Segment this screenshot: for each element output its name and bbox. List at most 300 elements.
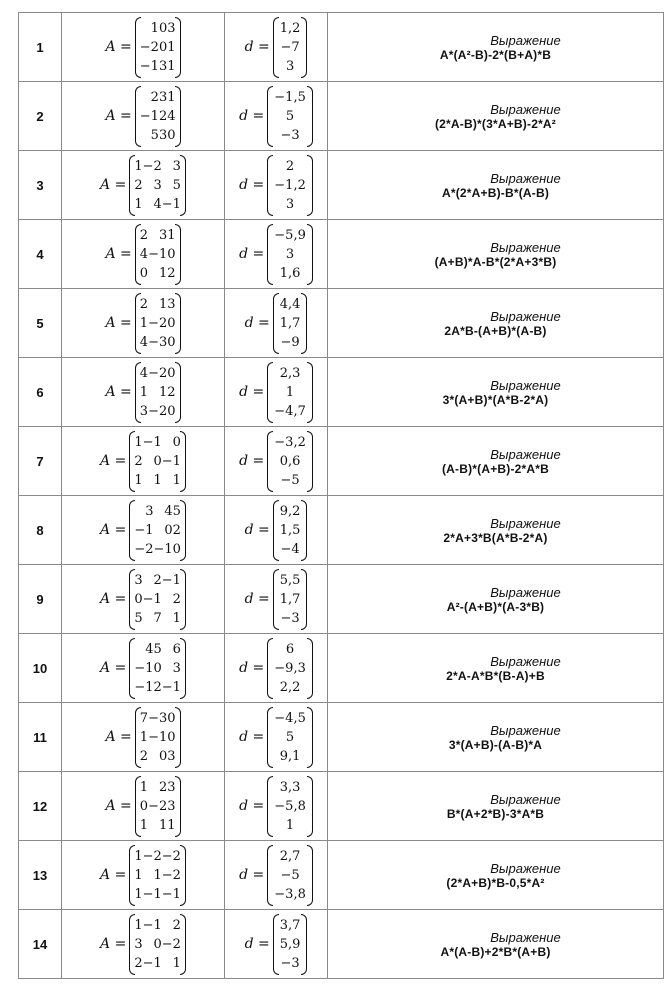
matrix-brackets xyxy=(135,362,181,423)
expression-formula: (2*A-B)*(3*A+B)-2*A² xyxy=(434,116,556,131)
vector-cell xyxy=(225,358,328,427)
vector-entry: −3,8 xyxy=(274,886,306,902)
table-row xyxy=(19,496,664,565)
matrix-entry: 0 xyxy=(158,20,168,36)
matrix-entry: 1 xyxy=(153,867,162,883)
expression-formula: 3*(A+B)*(A*B-2*A) xyxy=(442,392,549,407)
vector-symbol: d = xyxy=(244,522,270,538)
vector-entry: −9,3 xyxy=(274,660,306,676)
expression-formula: A²-(A+B)*(A-3*B) xyxy=(446,599,545,614)
matrix-entry: 4 xyxy=(145,641,154,657)
matrix-entry: −1 xyxy=(148,246,168,262)
matrix-entry: 1 xyxy=(167,89,176,105)
matrix-symbol: A = xyxy=(100,591,127,607)
matrix-entry: 1 xyxy=(139,817,149,833)
vector-d xyxy=(278,916,303,973)
table-row xyxy=(19,13,664,82)
matrix-symbol: A = xyxy=(105,315,132,331)
matrix-entry: 0 xyxy=(139,798,149,814)
vector-entry: −7 xyxy=(280,39,300,55)
matrix-entry: 1 xyxy=(158,265,168,281)
matrix-a xyxy=(140,364,176,421)
matrix-entry: 1 xyxy=(139,315,149,331)
matrix-a xyxy=(134,571,181,628)
vector-d xyxy=(272,157,308,214)
matrix-entry: −1 xyxy=(139,58,159,74)
variant-number: 12 xyxy=(19,772,62,841)
matrix-entry: 0 xyxy=(158,748,168,764)
matrix-entry: 4 xyxy=(139,334,149,350)
vector-brackets xyxy=(267,362,313,423)
vector-symbol: d = xyxy=(239,384,265,400)
matrix-brackets xyxy=(135,224,181,285)
vector-brackets xyxy=(273,17,308,78)
expression-cell xyxy=(328,703,664,772)
matrix-entry: 2 xyxy=(167,384,176,400)
matrix-entry: 1 xyxy=(158,296,168,312)
vector-entry: 3,3 xyxy=(279,779,301,795)
matrix-entry: 3 xyxy=(158,58,168,74)
matrix-entry: 0 xyxy=(164,522,173,538)
matrix-entry: 3 xyxy=(172,660,181,676)
table-row xyxy=(19,703,664,772)
matrix-entry: 0 xyxy=(172,434,181,450)
expression-formula: (2*A+B)*B-0,5*A² xyxy=(446,875,545,890)
vector-brackets xyxy=(267,845,313,906)
matrix-symbol: A = xyxy=(105,39,132,55)
vector-entry: 3 xyxy=(285,196,295,212)
vector-cell xyxy=(225,565,328,634)
variant-number: 9 xyxy=(19,565,62,634)
vector-entry: 5 xyxy=(285,729,295,745)
vector-symbol: d = xyxy=(239,798,265,814)
matrix-entry: 1 xyxy=(153,472,162,488)
table-row xyxy=(19,772,664,841)
matrix-entry: −2 xyxy=(148,798,168,814)
expression-label: Выражение xyxy=(490,653,561,669)
matrix-entry: −1 xyxy=(142,591,162,607)
variant-number: 14 xyxy=(19,910,62,979)
table-row xyxy=(19,565,664,634)
matrix-entry: 0 xyxy=(139,265,149,281)
vector-symbol: d = xyxy=(239,729,265,745)
matrix-entry: −1 xyxy=(161,572,181,588)
vector-d xyxy=(272,88,308,145)
matrix-cell xyxy=(62,703,225,772)
matrix-entry: 6 xyxy=(172,641,181,657)
expression-cell xyxy=(328,427,664,496)
table-row xyxy=(19,841,664,910)
matrix-entry: 2 xyxy=(139,227,149,243)
expression-formula: B*(A+2*B)-3*A*B xyxy=(446,806,545,821)
vector-entry: 1 xyxy=(285,817,295,833)
vector-entry: −4,7 xyxy=(274,403,306,419)
vector-entry: 5,9 xyxy=(279,936,301,952)
matrix-entry: 0 xyxy=(153,660,162,676)
vector-symbol: d = xyxy=(239,660,265,676)
matrix-entry: 2 xyxy=(139,748,149,764)
variant-number: 11 xyxy=(19,703,62,772)
matrix-symbol: A = xyxy=(105,384,132,400)
matrix-entry: −1 xyxy=(161,886,181,902)
matrix-entry: 3 xyxy=(167,779,176,795)
vector-entry: −5 xyxy=(280,867,300,883)
vector-cell xyxy=(225,496,328,565)
matrix-entry: 4 xyxy=(164,503,173,519)
matrix-entry: 0 xyxy=(167,315,176,331)
variant-number: 4 xyxy=(19,220,62,289)
matrix-entry: 1 xyxy=(134,434,143,450)
vector-entry: 4,4 xyxy=(279,296,301,312)
vector-entry: 2,2 xyxy=(279,679,301,695)
matrix-cell xyxy=(62,13,225,82)
matrix-entry: 2 xyxy=(153,679,162,695)
matrix-cell xyxy=(62,358,225,427)
vector-cell xyxy=(225,427,328,496)
vector-brackets xyxy=(273,914,308,975)
matrix-a xyxy=(140,226,176,283)
matrix-entry: 1 xyxy=(134,196,143,212)
matrix-brackets xyxy=(129,155,186,216)
vector-entry: 3,7 xyxy=(279,917,301,933)
matrix-a xyxy=(134,640,181,697)
matrix-symbol: A = xyxy=(100,522,127,538)
matrix-entry: 0 xyxy=(153,936,162,952)
matrix-a xyxy=(134,433,181,490)
variant-number: 7 xyxy=(19,427,62,496)
matrix-entry: 2 xyxy=(167,265,176,281)
matrix-entry: 5 xyxy=(172,177,181,193)
vector-brackets xyxy=(267,707,313,768)
expression-label: Выражение xyxy=(490,929,561,945)
matrix-entry: −2 xyxy=(161,936,181,952)
matrix-entry: 2 xyxy=(134,177,143,193)
vector-cell xyxy=(225,703,328,772)
matrix-entry: 5 xyxy=(172,503,181,519)
matrix-a xyxy=(134,157,181,214)
matrix-entry: 0 xyxy=(167,127,176,143)
vector-entry: −1,5 xyxy=(274,89,306,105)
vector-d xyxy=(278,502,303,559)
matrix-entry: −2 xyxy=(142,158,162,174)
matrix-cell xyxy=(62,82,225,151)
vector-d xyxy=(272,847,308,904)
matrix-entry: −1 xyxy=(142,886,162,902)
matrix-entry: 0 xyxy=(158,39,168,55)
matrix-symbol: A = xyxy=(105,108,132,124)
matrix-entry: −1 xyxy=(142,917,162,933)
matrix-entry: −1 xyxy=(161,453,181,469)
expression-cell xyxy=(328,496,664,565)
vector-entry: 1,7 xyxy=(279,591,301,607)
expression-label: Выражение xyxy=(490,515,561,531)
matrix-entry: 1 xyxy=(172,955,181,971)
matrix-entry: 3 xyxy=(153,177,162,193)
matrix-entry: −1 xyxy=(134,522,154,538)
expression-label: Выражение xyxy=(490,170,561,186)
vector-symbol: d = xyxy=(239,453,265,469)
matrix-brackets xyxy=(135,776,181,837)
matrix-entry: 2 xyxy=(134,955,143,971)
matrix-entry: 1 xyxy=(134,886,143,902)
vector-symbol: d = xyxy=(239,108,265,124)
matrix-cell xyxy=(62,565,225,634)
vector-entry: −5 xyxy=(280,472,300,488)
matrix-brackets xyxy=(129,569,186,630)
matrix-entry: 3 xyxy=(158,127,168,143)
matrix-a xyxy=(140,19,176,76)
matrix-entry: 3 xyxy=(158,89,168,105)
matrix-entry: 0 xyxy=(153,453,162,469)
vector-entry: 1 xyxy=(285,384,295,400)
vector-entry: 1,7 xyxy=(279,315,301,331)
vector-entry: 2 xyxy=(285,158,295,174)
expression-cell xyxy=(328,634,664,703)
matrix-entry: 3 xyxy=(167,748,176,764)
matrix-entry: −2 xyxy=(148,315,168,331)
matrix-entry: 0 xyxy=(167,365,176,381)
matrix-symbol: A = xyxy=(100,936,127,952)
matrix-cell xyxy=(62,634,225,703)
table-row xyxy=(19,289,664,358)
vector-brackets xyxy=(273,293,308,354)
vector-entry: 1,2 xyxy=(279,20,301,36)
matrix-entry: 3 xyxy=(167,798,176,814)
table-row xyxy=(19,151,664,220)
matrix-entry: 2 xyxy=(139,296,149,312)
vector-d xyxy=(278,571,303,628)
expression-cell xyxy=(328,151,664,220)
matrix-a xyxy=(134,847,181,904)
vector-entry: 5,5 xyxy=(279,572,301,588)
matrix-entry: −1 xyxy=(161,196,181,212)
expression-label: Выражение xyxy=(490,308,561,324)
table-row xyxy=(19,634,664,703)
matrix-entry: 1 xyxy=(134,472,143,488)
expression-cell xyxy=(328,910,664,979)
matrix-entry: −2 xyxy=(161,848,181,864)
matrix-entry: −2 xyxy=(161,867,181,883)
vector-symbol: d = xyxy=(244,936,270,952)
variant-number: 8 xyxy=(19,496,62,565)
vector-entry: 3 xyxy=(285,246,295,262)
matrix-entry: 1 xyxy=(134,917,143,933)
matrix-entry: 0 xyxy=(167,710,176,726)
matrix-entry: 1 xyxy=(167,817,176,833)
matrix-entry: 1 xyxy=(134,158,143,174)
vector-d xyxy=(272,364,308,421)
matrix-entry: 2 xyxy=(172,917,181,933)
matrix-entry: 3 xyxy=(139,403,149,419)
vector-cell xyxy=(225,772,328,841)
vector-d xyxy=(278,19,303,76)
vector-brackets xyxy=(273,569,308,630)
expression-label: Выражение xyxy=(490,860,561,876)
matrix-symbol: A = xyxy=(100,867,127,883)
matrix-entry: 3 xyxy=(134,936,143,952)
expression-cell xyxy=(328,358,664,427)
matrix-symbol: A = xyxy=(100,660,127,676)
expression-formula: 3*(A+B)-(A-B)*A xyxy=(448,737,543,752)
matrix-entry: 2 xyxy=(172,522,181,538)
expression-cell xyxy=(328,220,664,289)
vector-d xyxy=(272,226,308,283)
expression-formula: 2*A+3*B(A*B-2*A) xyxy=(443,530,548,545)
matrix-entry: −2 xyxy=(139,39,159,55)
vector-brackets xyxy=(267,431,313,492)
matrix-entry: 1 xyxy=(172,472,181,488)
vector-cell xyxy=(225,82,328,151)
matrix-a xyxy=(134,916,181,973)
matrix-symbol: A = xyxy=(105,246,132,262)
vector-cell xyxy=(225,220,328,289)
matrix-cell xyxy=(62,841,225,910)
table-row xyxy=(19,358,664,427)
expression-formula: (A+B)*A-B*(2*A+3*B) xyxy=(434,254,557,269)
matrix-entry: 3 xyxy=(167,20,176,36)
matrix-cell xyxy=(62,220,225,289)
vector-symbol: d = xyxy=(239,867,265,883)
matrix-entry: 1 xyxy=(158,817,168,833)
matrix-entry: 1 xyxy=(139,729,149,745)
vector-entry: −5,9 xyxy=(274,227,306,243)
matrix-entry: 1 xyxy=(172,610,181,626)
vector-cell xyxy=(225,841,328,910)
matrix-entry: 2 xyxy=(158,779,168,795)
vector-entry: −4 xyxy=(280,541,300,557)
vector-entry: 6 xyxy=(285,641,295,657)
matrix-entry: 1 xyxy=(134,867,143,883)
vector-entry: −1,2 xyxy=(274,177,306,193)
matrix-entry: −2 xyxy=(134,541,154,557)
vector-cell xyxy=(225,634,328,703)
matrix-cell xyxy=(62,427,225,496)
variant-number: 13 xyxy=(19,841,62,910)
matrix-entry: 7 xyxy=(153,610,162,626)
vector-entry: 0,6 xyxy=(279,453,301,469)
matrix-entry: 5 xyxy=(153,641,162,657)
matrix-symbol: A = xyxy=(105,729,132,745)
matrix-entry: 2 xyxy=(150,89,159,105)
matrix-entry: −1 xyxy=(134,660,154,676)
vector-entry: −3 xyxy=(280,127,300,143)
expression-cell xyxy=(328,289,664,358)
matrix-entry: 3 xyxy=(145,503,154,519)
matrix-entry: −1 xyxy=(142,955,162,971)
vector-brackets xyxy=(273,500,308,561)
matrix-entry: 1 xyxy=(167,39,176,55)
expression-formula: (A-B)*(A+B)-2*A*B xyxy=(441,461,550,476)
matrix-entry: −2 xyxy=(142,848,162,864)
matrix-a xyxy=(140,709,176,766)
matrix-cell xyxy=(62,910,225,979)
variant-number: 3 xyxy=(19,151,62,220)
matrix-entry: −3 xyxy=(148,334,168,350)
expression-label: Выражение xyxy=(490,722,561,738)
matrix-entry: 2 xyxy=(172,591,181,607)
expression-formula: 2A*B-(A+B)*(A-B) xyxy=(444,323,547,338)
matrix-entry: 1 xyxy=(167,58,176,74)
vector-entry: 9,1 xyxy=(279,748,301,764)
matrix-brackets xyxy=(129,638,186,699)
matrix-entry: 0 xyxy=(167,729,176,745)
matrix-cell xyxy=(62,151,225,220)
matrix-symbol: A = xyxy=(100,177,127,193)
expression-cell xyxy=(328,565,664,634)
vector-entry: −3,2 xyxy=(274,434,306,450)
expression-label: Выражение xyxy=(490,377,561,393)
matrix-entry: 1 xyxy=(167,227,176,243)
matrix-entry: 2 xyxy=(134,453,143,469)
matrix-entry: 1 xyxy=(139,779,149,795)
matrix-a xyxy=(134,502,181,559)
expression-formula: A*(2*A+B)-B*(A-B) xyxy=(441,185,550,200)
variant-number: 1 xyxy=(19,13,62,82)
matrix-entry: 1 xyxy=(139,384,149,400)
matrix-cell xyxy=(62,289,225,358)
matrix-entry: 2 xyxy=(153,572,162,588)
vector-entry: 5 xyxy=(285,108,295,124)
expression-cell xyxy=(328,13,664,82)
matrix-entry: 5 xyxy=(150,127,159,143)
vector-d xyxy=(272,709,308,766)
matrix-entry: 1 xyxy=(158,384,168,400)
expression-label: Выражение xyxy=(490,101,561,117)
matrix-entry: 1 xyxy=(150,20,159,36)
matrix-entry: 3 xyxy=(172,158,181,174)
vector-entry: 1,6 xyxy=(279,265,301,281)
matrix-entry: 2 xyxy=(158,108,168,124)
matrix-entry: 4 xyxy=(139,246,149,262)
vector-cell xyxy=(225,13,328,82)
matrix-entry: 3 xyxy=(167,296,176,312)
vector-brackets xyxy=(267,638,313,699)
matrix-entry: 4 xyxy=(167,108,176,124)
vector-entry: −3 xyxy=(280,610,300,626)
vector-entry: −3 xyxy=(280,955,300,971)
matrix-entry: −2 xyxy=(148,403,168,419)
matrix-brackets xyxy=(135,707,181,768)
matrix-brackets xyxy=(135,293,181,354)
expression-label: Выражение xyxy=(490,32,561,48)
matrix-entry: −1 xyxy=(139,108,159,124)
matrix-brackets xyxy=(129,845,186,906)
expression-label: Выражение xyxy=(490,791,561,807)
matrix-a xyxy=(140,88,176,145)
expression-cell xyxy=(328,841,664,910)
matrix-entry: −1 xyxy=(148,729,168,745)
vector-entry: 1,5 xyxy=(279,522,301,538)
matrix-entry: 0 xyxy=(167,334,176,350)
matrix-brackets xyxy=(129,431,186,492)
matrix-cell xyxy=(62,772,225,841)
matrix-entry: 5 xyxy=(134,610,143,626)
variant-number: 2 xyxy=(19,82,62,151)
vector-d xyxy=(272,640,308,697)
expression-formula: A*(A²-B)-2*(B+A)*B xyxy=(439,47,552,62)
vector-d xyxy=(278,295,303,352)
variant-number: 10 xyxy=(19,634,62,703)
vector-entry: −4,5 xyxy=(274,710,306,726)
matrix-entry: 7 xyxy=(139,710,149,726)
matrix-brackets xyxy=(135,86,181,147)
vector-entry: −5,8 xyxy=(274,798,306,814)
matrix-entry: −1 xyxy=(153,541,173,557)
matrix-brackets xyxy=(129,914,186,975)
matrix-entry: −1 xyxy=(142,434,162,450)
table-row xyxy=(19,910,664,979)
matrix-a xyxy=(140,778,176,835)
